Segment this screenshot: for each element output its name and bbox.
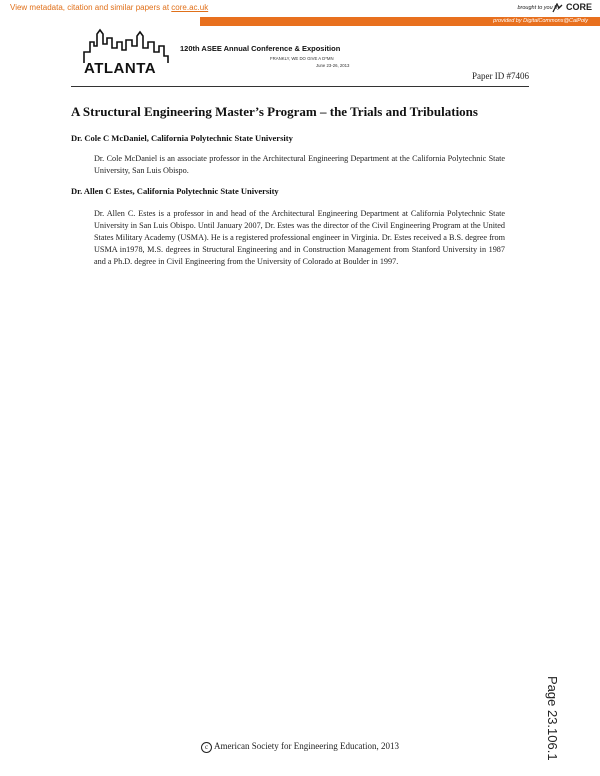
atlanta-wordmark: ATLANTA <box>84 60 157 77</box>
core-banner <box>0 0 600 30</box>
core-logo-icon <box>551 3 563 13</box>
provided-by-bar <box>200 17 600 26</box>
provided-by-text: provided by DigitalCommons@CalPoly <box>493 18 588 24</box>
core-logo[interactable]: CORE <box>551 2 592 13</box>
author-bio: Dr. Cole McDaniel is an associate professor in the Architectural Engineering Department at the California Polytechnic State University, San Luis Obispo. <box>94 154 505 175</box>
author-name: Dr. Cole C McDaniel, California Polytechnic State University <box>71 133 293 143</box>
author-bio: Dr. Allen C. Estes is a professor in and head of the Architectural Engineering Department at California Polytechnic State University in San Luis Obispo. Until January 2007, Dr. Estes was the director of the Civil Engineering Program at the United States Military Academy (USMA). He is a registered professional engineer in Virginia. Dr. Estes received a B.S. degree from USMA in1978, M.S. degrees in Structural Engineering and in Construction Management from Stanford University in 1987 and a Ph.D. degree in Civil Engineering from the University of Colorado at Boulder in 1997. <box>94 209 505 266</box>
header-divider <box>71 86 529 87</box>
conference-title: 120th ASEE Annual Conference & Exposition <box>180 44 341 53</box>
author-name: Dr. Allen C Estes, California Polytechnic State University <box>71 186 279 196</box>
footer-text: American Society for Engineering Education, 2013 <box>214 741 399 751</box>
footer-copyright <box>0 741 600 753</box>
core-ac-uk-link[interactable]: core.ac.uk <box>171 3 209 12</box>
core-metadata-link[interactable]: View metadata, citation and similar papers at core.ac.uk <box>10 3 209 12</box>
paper-id: Paper ID #7406 <box>472 71 529 81</box>
side-page-number: Page 23.106.1 <box>545 676 560 761</box>
brought-to-you-text: brought to you by <box>517 5 560 11</box>
paper-title: A Structural Engineering Master’s Program – the Trials and Tribulations <box>71 104 478 119</box>
copyright-icon: c <box>201 742 212 753</box>
conference-date: June 23-26, 2013 <box>316 63 350 68</box>
conference-subtitle: FRANKLY, WE DO GIVE A D*MN <box>270 56 334 61</box>
atlanta-skyline-icon <box>82 28 177 64</box>
